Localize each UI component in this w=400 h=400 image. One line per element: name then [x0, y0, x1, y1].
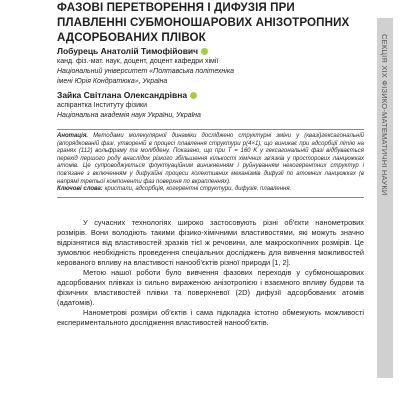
keywords-label: Ключові слова:	[57, 186, 103, 193]
author-organization: Національна академія наук України, Україна	[57, 112, 201, 119]
body-paragraph: Нанометрові розміри об'єктів і сама підкладка істотно обмежують можливості експериментального дослідження властивостей нанооб'єктів.	[57, 307, 364, 327]
section-side-label: СЕКЦІЯ XIX ФІЗИКО-МАТЕМАТИЧНІ НАУКИ	[380, 34, 389, 196]
author-name: Зайка Світлана Олександрівна	[57, 90, 188, 100]
author-block-2	[57, 89, 364, 121]
paper-page	[57, 0, 364, 328]
paper-title: ФАЗОВІ ПЕРЕТВОРЕННЯ І ДИФУЗІЯ ПРИ ПЛАВЛЕННІ СУБМОНОШАРОВИХ АНІЗОТРОПНИХ АДСОРБОВАНИХ ПЛІВОК	[57, 1, 350, 44]
keywords	[57, 186, 364, 194]
author-name: Лобурець Анатолій Тимофійович	[57, 46, 199, 56]
orcid-icon[interactable]	[190, 92, 197, 99]
author-organization: імені Юрія Кондратюка», Україна	[57, 78, 168, 85]
keywords-text: кристали, адсорбція, когерентні структури, дифузія, плавлення.	[104, 186, 292, 193]
orcid-icon[interactable]	[201, 48, 208, 55]
author-position: канд. фіз.-мат. наук, доцент, доцент кафедри хімії	[57, 58, 219, 65]
author-block-1	[57, 45, 364, 87]
abstract-text: Методами молекулярної динаміки досліджено структурні зміни у (квазі)гексагональній (впорядкованій фазі, утвореній в процесі плавлення структури р(4×1), що виникає при адсорбції літію на гранях (112) вольфраму та молібдену. Показано, що при T = 160 K у гексагональній фазі відбувається перехід першого роду внаслідок різкого збільшення кількості хімічних зв'язків у просторових ланцюжках атомів. Це супроводжується флуктуаційним виникненням і руйнуванням некогерентних структур і пов'язане з включенням у дифузійні процеси колективних механізмів дифузії по атомних ланцюжках (в напрямі третьої компоненти фаз поверхня по вкрапленнях).	[57, 133, 364, 185]
author-position: аспірантка Інституту фізики	[57, 102, 147, 109]
body-paragraph: У сучасних технологіях широко застосовують різні об'єкти нанометрових розмірів. Вони володіють такими фізико-хімічними властивостями, які можуть значно відрізнятися від властивостей зразків тієї ж речовини, але макроскопічних розмірів. Це зумовлює необхідність проведення спеціальних досліджень для вивчення можливостей керованого впливу на властивості нанооб'єктів різної природи [1, 2].	[57, 217, 364, 267]
abstract-block	[57, 129, 364, 198]
author-organization: Національний університет «Полтавська політехніка	[57, 68, 235, 75]
abstract-label: Анотація.	[57, 133, 89, 139]
body-paragraph: Метою нашої роботи було вивчення фазових переходів у субмоношарових адсорбованих плівках із сильно вираженою анізотропією і взаємного впливу будови та фізичних властивостей плівки та поверхневої (2D) дифузії адсорбованих атомів (адатомів).	[57, 267, 364, 307]
body-text	[57, 218, 364, 328]
